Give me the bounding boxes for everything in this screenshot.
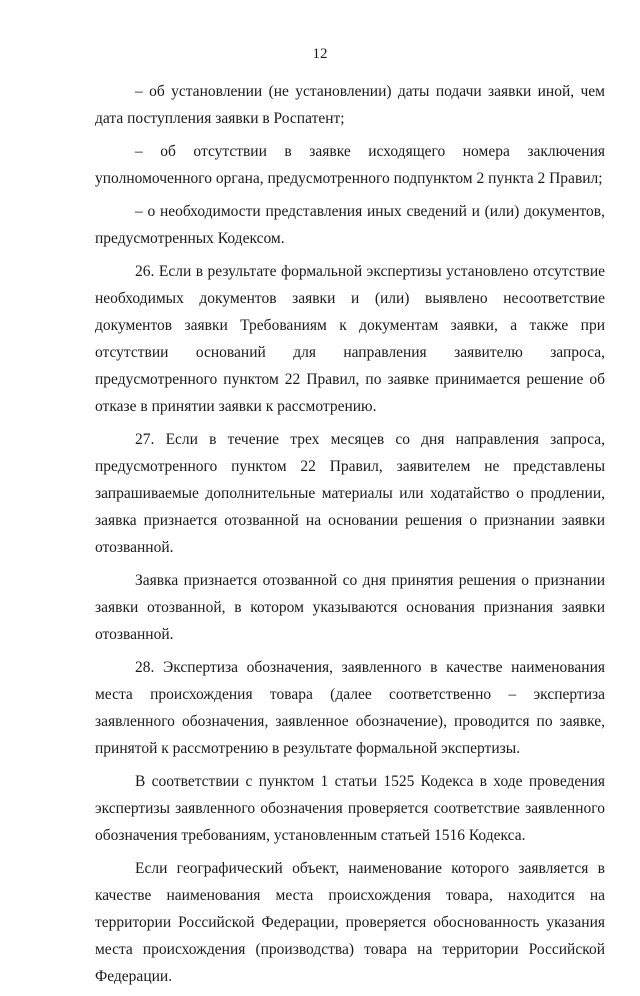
- paragraph-item-3: – о необходимости представления иных сведений и (или) документов, предусмотренных Кодексом.: [95, 203, 605, 247]
- paragraph-28: 28. Экспертиза обозначения, заявленного в качестве наименования места происхождения товара (далее соответственно – экспертиза заявленного обозначения, заявленное обозначение), проводится по заявке, принятой к рассмотрению в результате формальной экспертизы.: [95, 659, 605, 757]
- paragraph-28-article-1525: В соответствии с пунктом 1 статьи 1525 Кодекса в ходе проведения экспертизы заявленного обозначения проверяется соответствие заявленного обозначения требованиям, установленным статьей 1516 Кодекса.: [95, 773, 605, 844]
- paragraph-28-geographic-object: Если географический объект, наименование которого заявляется в качестве наименования места происхождения товара, находится на территории Российской Федерации, проверяется обоснованность указания места происхождения (производства) товара на территории Российской Федерации.: [95, 860, 605, 985]
- paragraph-item-2: – об отсутствии в заявке исходящего номера заключения уполномоченного органа, предусмотренного подпунктом 2 пункта 2 Правил;: [95, 143, 605, 187]
- document-body: [95, 78, 605, 996]
- paragraph-item-1: – об установлении (не установлении) даты подачи заявки иной, чем дата поступления заявки в Роспатент;: [95, 83, 605, 127]
- paragraph-27: 27. Если в течение трех месяцев со дня направления запроса, предусмотренного пунктом 22 Правил, заявителем не представлены запрашиваемые дополнительные материалы или ходатайство о продлении, заявка признается отозванной на основании решения о признании заявки отозванной.: [95, 431, 605, 556]
- paragraph-26: 26. Если в результате формальной экспертизы установлено отсутствие необходимых документов заявки и (или) выявлено несоответствие документов заявки Требованиям к документам заявки, а также при отсутствии оснований для направления заявителю запроса, предусмотренного пунктом 22 Правил, по заявке принимается решение об отказе в принятии заявки к рассмотрению.: [95, 263, 605, 415]
- page-number: 12: [312, 46, 328, 62]
- paragraph-27-continuation: Заявка признается отозванной со дня принятия решения о признании заявки отозванной, в котором указываются основания признания заявки отозванной.: [95, 572, 605, 643]
